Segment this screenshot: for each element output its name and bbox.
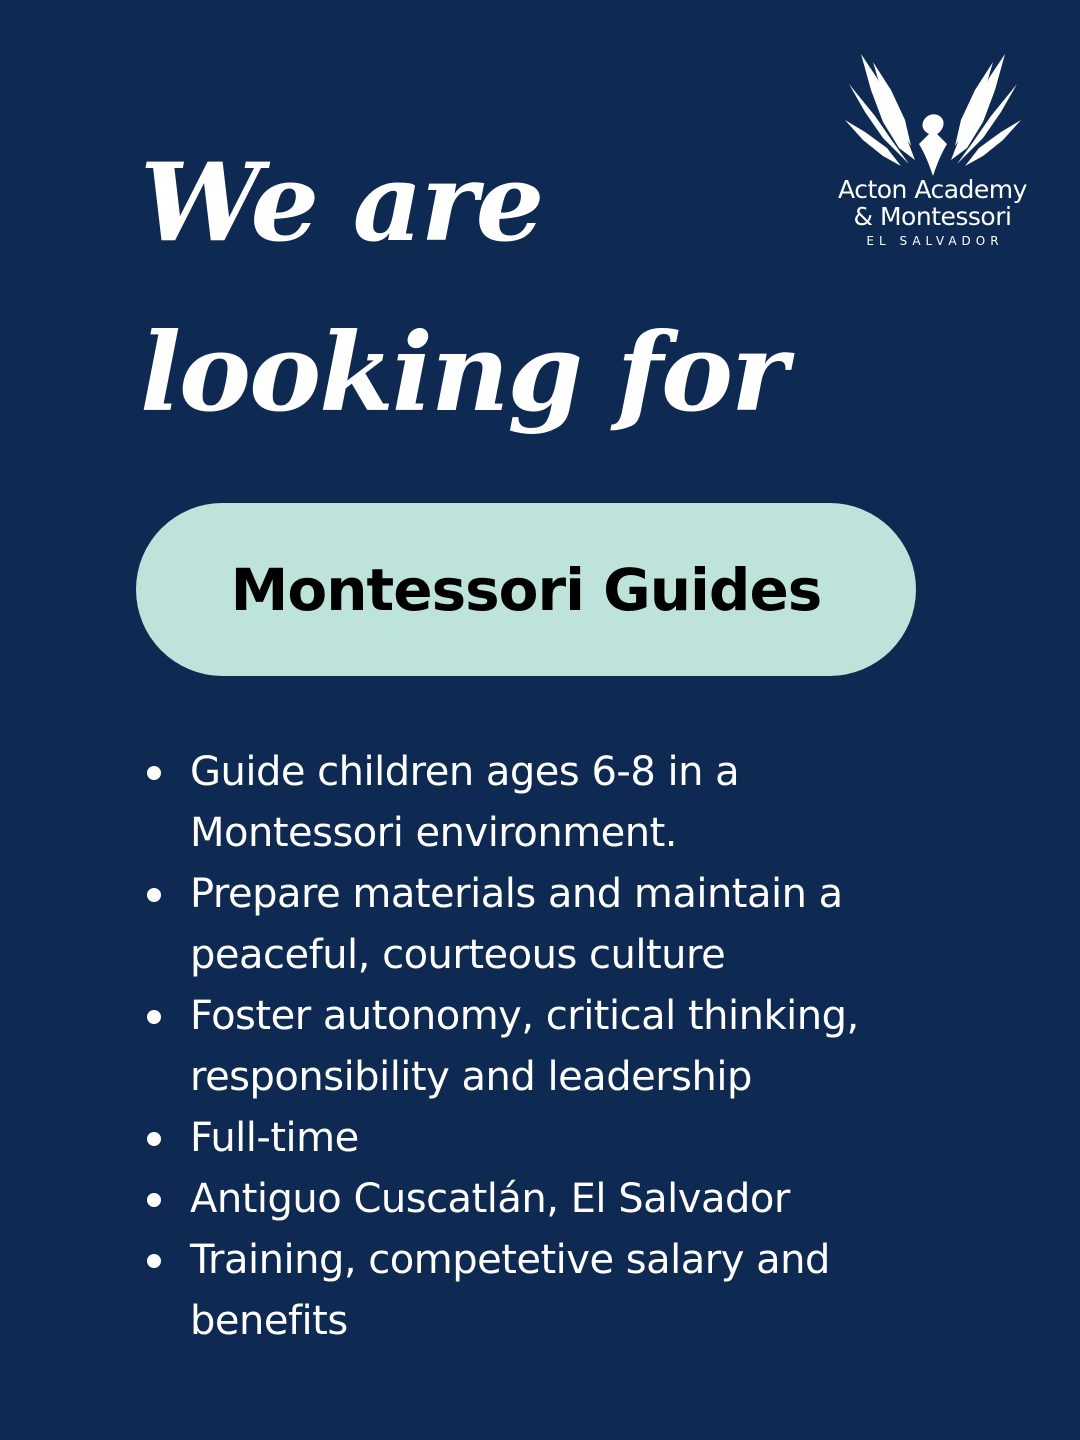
logo-name-line-2: & Montessori — [853, 202, 1012, 231]
headline-line-2: looking for — [140, 310, 786, 436]
list-item — [140, 1108, 960, 1169]
list-item-text: Foster autonomy, critical thinking, responsibility and leadership — [190, 993, 859, 1100]
list-item-text: Prepare materials and maintain a peaceful, courteous culture — [190, 871, 843, 978]
bullet-icon — [147, 766, 161, 780]
position-title: Montessori Guides — [230, 555, 822, 624]
list-item — [140, 1169, 960, 1230]
list-item-text: Antiguo Cuscatlán, El Salvador — [190, 1176, 790, 1222]
bullet-icon — [147, 888, 161, 902]
requirements-list — [140, 742, 960, 1352]
headline — [140, 118, 786, 458]
list-item-text: Full-time — [190, 1115, 359, 1161]
bullet-icon — [147, 1254, 161, 1268]
list-item — [140, 742, 960, 864]
phoenix-wings-icon — [843, 50, 1023, 176]
position-badge — [136, 503, 916, 676]
logo-location: EL SALVADOR — [866, 234, 1004, 248]
list-item — [140, 1230, 960, 1352]
logo-name-line-1: Acton Academy — [838, 175, 1027, 204]
bullet-icon — [147, 1010, 161, 1024]
school-logo — [830, 50, 1035, 248]
bullet-icon — [147, 1193, 161, 1207]
bullet-icon — [147, 1132, 161, 1146]
list-item-text: Guide children ages 6-8 in a Montessori environment. — [190, 749, 740, 856]
list-item — [140, 986, 960, 1108]
headline-line-1: We are — [140, 140, 543, 266]
list-item — [140, 864, 960, 986]
list-item-text: Training, competetive salary and benefits — [190, 1237, 830, 1344]
